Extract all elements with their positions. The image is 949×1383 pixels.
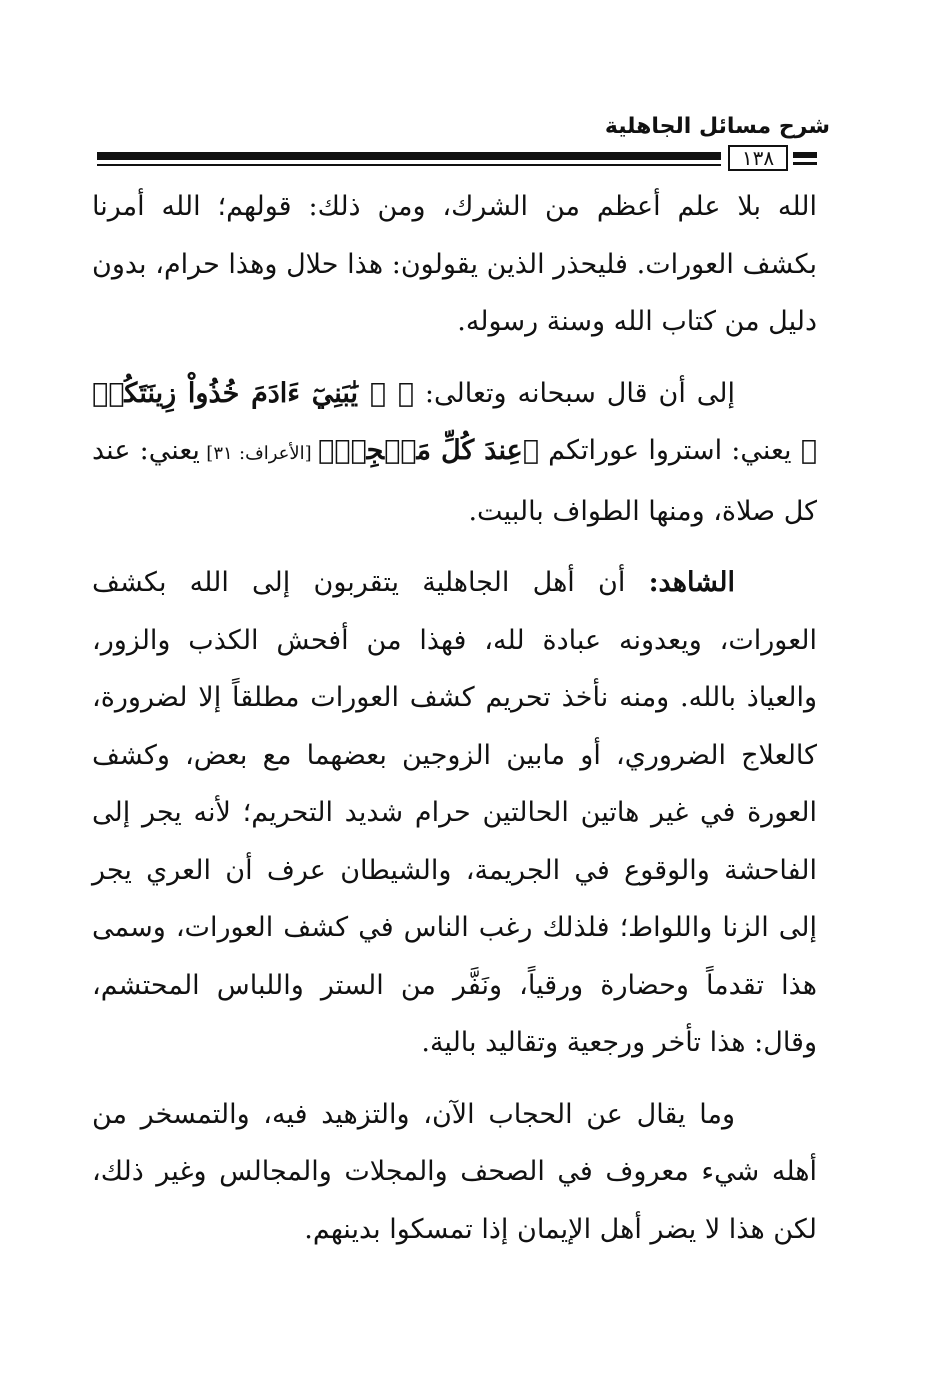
shahid-label: الشاهد: bbox=[648, 567, 735, 598]
header-rule-thin bbox=[97, 164, 721, 166]
paragraph-3 bbox=[92, 554, 817, 1072]
body-text bbox=[92, 178, 817, 1258]
header-rule-right-top bbox=[793, 152, 817, 158]
paragraph-4: وما يقال عن الحجاب الآن، والتزهيد فيه، والتمسخر من أهله شيء معروف في الصحف والمجلات والمجالس وغير ذلك، لكن هذا لا يضر أهل الإيمان إذا تمسكوا بدينهم. bbox=[92, 1098, 817, 1245]
paragraph-1: الله بلا علم أعظم من الشرك، ومن ذلك: قولهم؛ الله أمرنا بكشف العورات. فليحذر الذين يقولون: هذا حلال وهذا حرام، بدون دليل من كتاب الله وسنة رسوله. bbox=[92, 191, 817, 337]
header-rule-right-bottom bbox=[793, 162, 817, 165]
quran-verse-2: ﴿عِندَ كُلِّ مَسۡجِدٖ﴾ bbox=[318, 435, 539, 466]
paragraph-2-ending: يعني: عند كل صلاة، ومنها الطواف بالبيت. bbox=[92, 435, 817, 527]
paragraph-2-intro: إلى أن قال سبحانه وتعالى: bbox=[413, 377, 735, 409]
paragraph-2-explanation: يعني: استروا عوراتكم bbox=[538, 435, 801, 466]
header-rule-thick bbox=[97, 152, 721, 160]
paragraph-3-text: أن أهل الجاهلية يتقربون إلى الله بكشف العورات، ويعدونه عبادة لله، فهذا من أفحش الكذب والزور، والعياذ بالله. ومنه نأخذ تحريم كشف العورات مطلقاً إلا لضرورة، كالعلاج الضروري، أو مابين الزوجين بعضهما مع بعض، وكشف العورة في غير هاتين الحالتين حرام شديد التحريم؛ لأنه يجر إلى الفاحشة والوقوع في الجريمة، والشيطان عرف أن العري يجر إلى الزنا واللواط؛ فلذلك رغب الناس في كشف العورات، وسمى هذا تقدماً وحضارة ورقياً، ونَفَّر من الستر واللباس المحتشم، وقال: هذا تأخر ورجعية وتقاليد بالية. bbox=[92, 567, 817, 1058]
quran-verse-1: ﴿ ۞ يَٰبَنِيٓ ءَادَمَ خُذُواْ زِينَتَكُمۡ ﴾ bbox=[92, 377, 817, 466]
paragraph-2 bbox=[92, 365, 817, 541]
verse-reference: [الأعراف: ٣١] bbox=[199, 443, 319, 464]
running-title: شرح مسائل الجاهلية bbox=[604, 114, 830, 139]
page-number: ١٣٨ bbox=[728, 145, 788, 171]
